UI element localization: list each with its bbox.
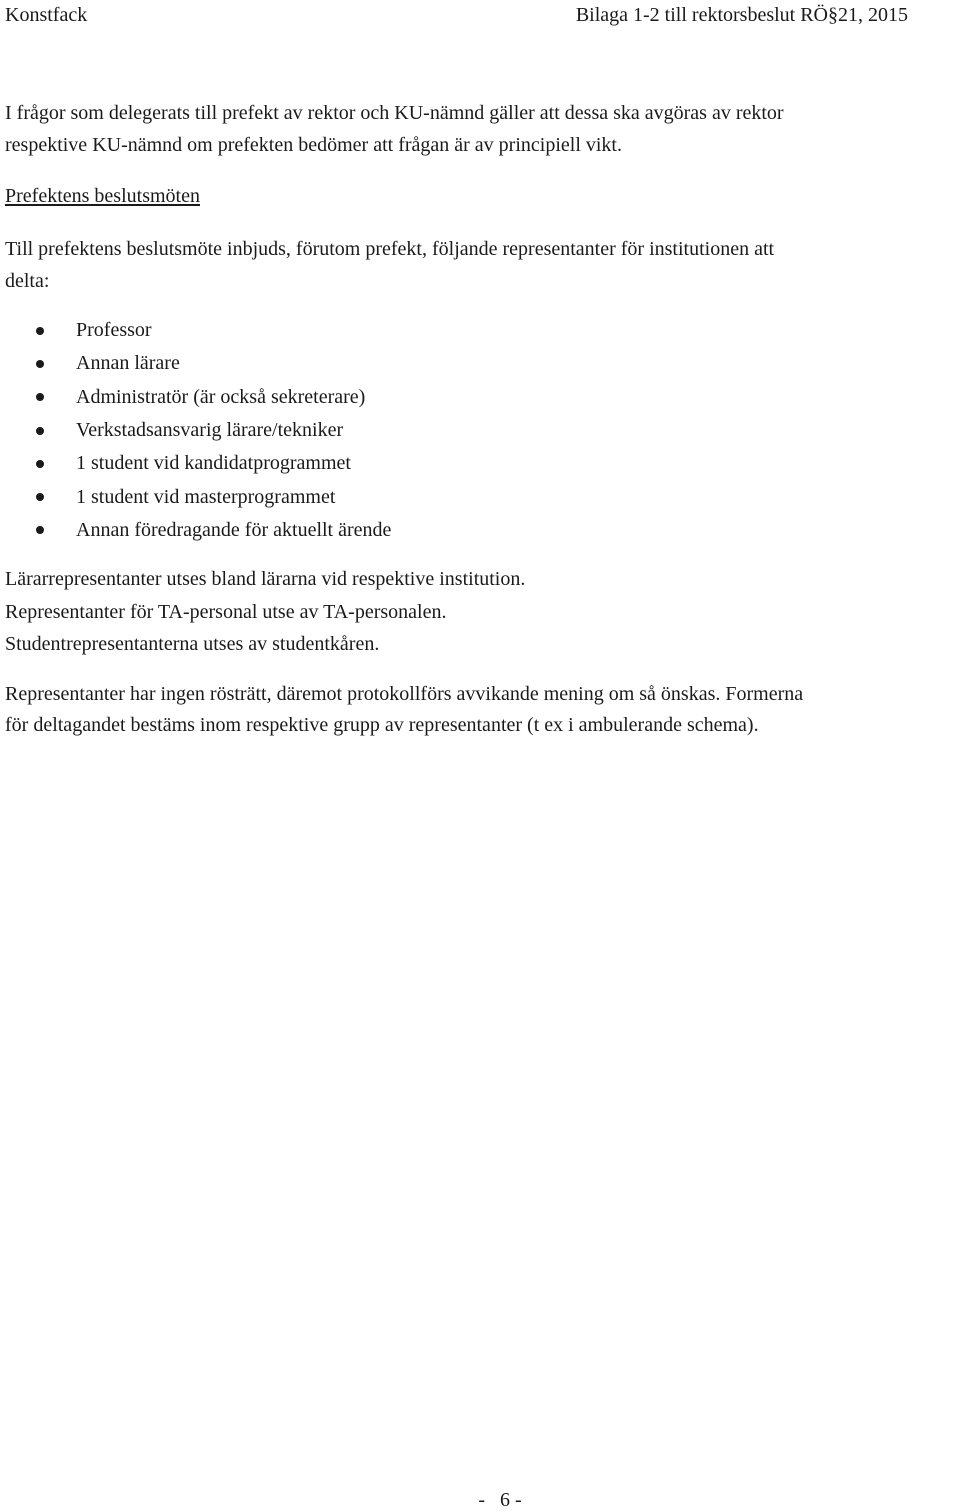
page-header	[5, 2, 908, 28]
bullet-icon	[36, 493, 44, 501]
intro-paragraph	[5, 98, 960, 161]
section-heading: Prefektens beslutsmöten	[5, 185, 200, 207]
list-item-label: 1 student vid kandidatprogrammet	[76, 452, 351, 475]
list-item	[5, 514, 960, 547]
list-item-label: Annan föredragande för aktuellt ärende	[76, 518, 392, 541]
final-line-1: Representanter har ingen rösträtt, däremot protokollförs avvikande mening om så önskas. Formerna	[5, 682, 804, 705]
page-number: - 6 -	[478, 1489, 522, 1511]
bullet-icon	[36, 360, 44, 368]
invite-line-2: delta:	[5, 270, 50, 292]
document-body	[5, 98, 960, 742]
participant-list	[5, 314, 960, 547]
ta-staff-representatives-text: Representanter för TA-personal utse av TA-personalen.	[5, 600, 447, 623]
list-item-label: 1 student vid masterprogrammet	[76, 485, 336, 508]
bullet-icon	[36, 526, 44, 534]
intro-line-1: I frågor som delegerats till prefekt av rektor och KU-nämnd gäller att dessa ska avgöras av rektor	[5, 102, 784, 124]
intro-line-2: respektive KU-nämnd om prefekten bedömer att frågan är av principiell vikt.	[5, 133, 622, 156]
bullet-icon	[36, 393, 44, 401]
list-item-label: Administratör (är också sekreterare)	[76, 385, 366, 408]
list-item	[5, 381, 960, 414]
representatives-block	[5, 563, 960, 661]
list-item-label: Annan lärare	[76, 352, 180, 375]
list-item-label: Verkstadsansvarig lärare/tekniker	[76, 419, 344, 442]
final-line-2: för deltagandet bestäms inom respektive grupp av representanter (t ex i ambulerande schema).	[5, 714, 759, 737]
student-representatives-text: Studentrepresentanterna utses av studentkåren.	[5, 633, 380, 656]
list-item-label: Professor	[76, 319, 152, 342]
final-paragraph	[5, 679, 960, 742]
list-item	[5, 414, 960, 447]
list-item	[5, 480, 960, 513]
list-item	[5, 314, 960, 347]
bullet-icon	[36, 460, 44, 468]
bullet-icon	[36, 327, 44, 335]
list-item	[5, 347, 960, 380]
bullet-icon	[36, 427, 44, 435]
teacher-representatives-text: Lärarrepresentanter utses bland lärarna vid respektive institution.	[5, 568, 526, 591]
invite-line-1: Till prefektens beslutsmöte inbjuds, förutom prefekt, följande representanter för institutionen att	[5, 238, 775, 260]
header-document-reference: Bilaga 1-2 till rektorsbeslut RÖ§21, 2015	[575, 3, 908, 26]
list-item	[5, 447, 960, 480]
invite-paragraph	[5, 233, 960, 297]
header-organization: Konstfack	[5, 3, 88, 26]
